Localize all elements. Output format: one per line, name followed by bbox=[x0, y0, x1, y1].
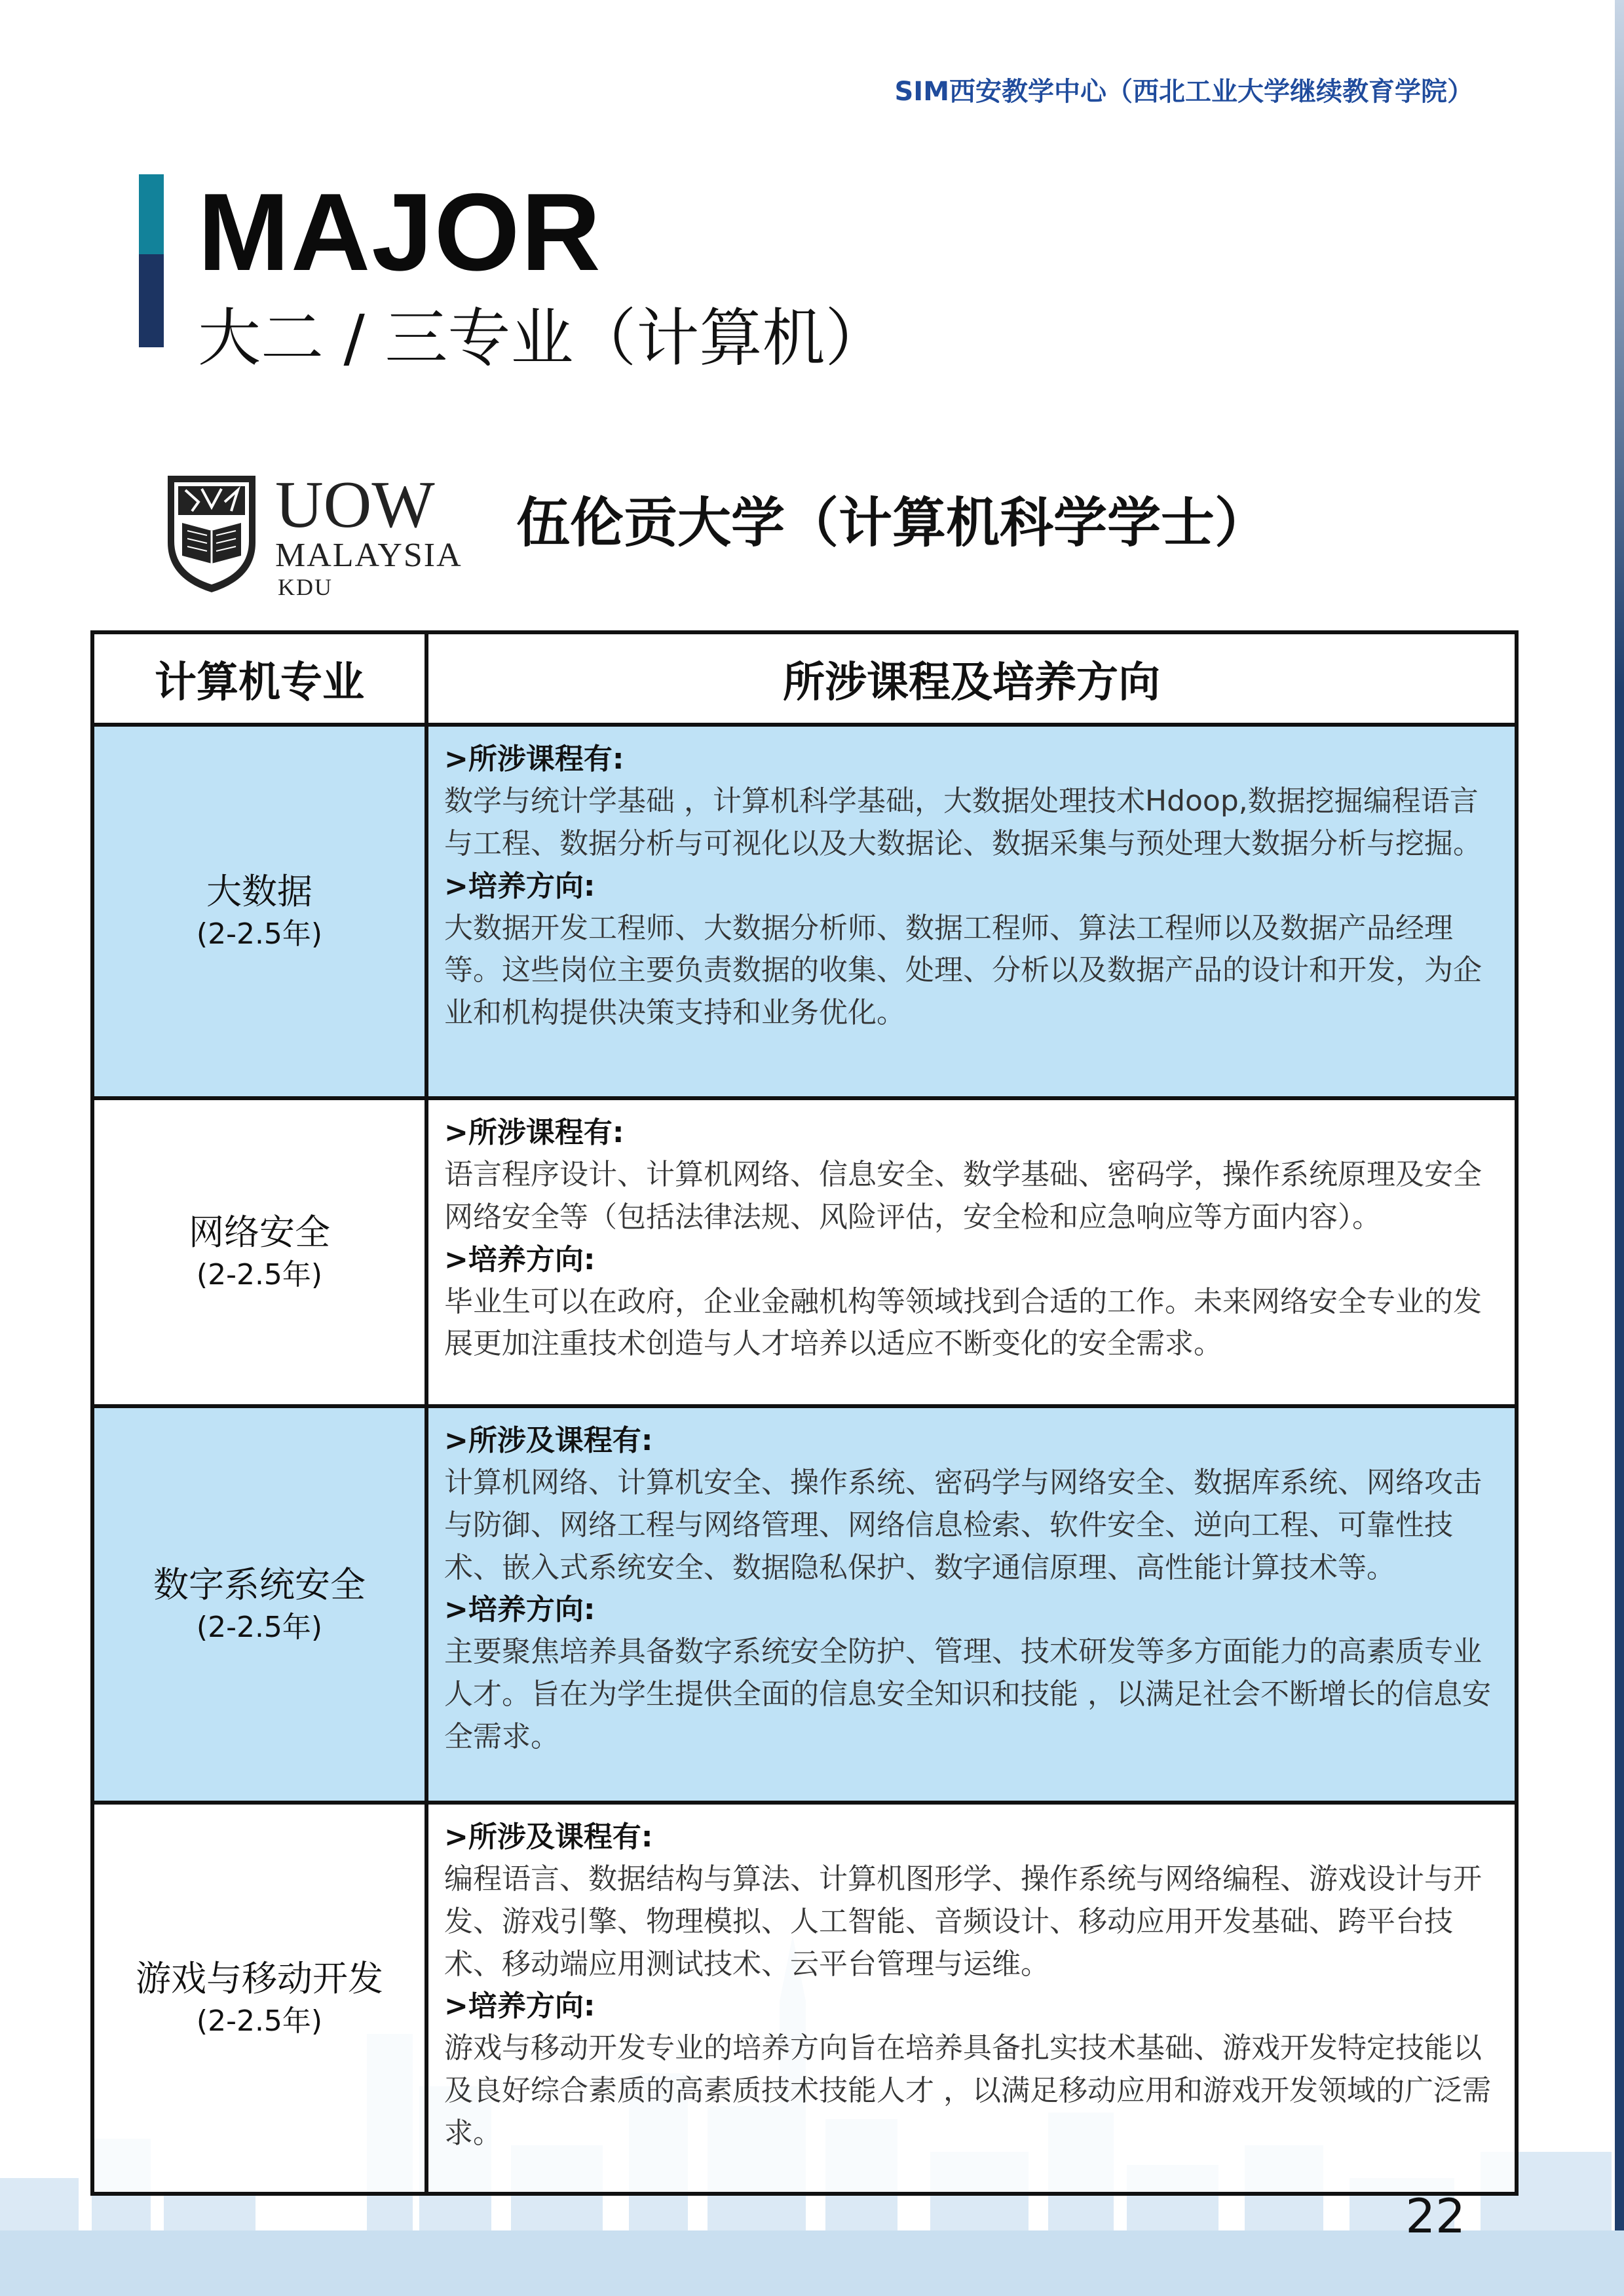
direction-label: >培养方向: bbox=[444, 1242, 595, 1276]
courses-cell bbox=[426, 1406, 1517, 1803]
table-row bbox=[92, 1803, 1517, 2194]
major-name: 数字系统安全 bbox=[153, 1563, 366, 1605]
courses-text: 计算机网络、计算机安全、操作系统、密码学与网络安全、数据库系统、网络攻击与防御、网络工程与网络管理、网络信息检索、软件安全、逆向工程、可靠性技术、嵌入式系统安全、数据隐私保护、数字通信原理、高性能计算技术等。 bbox=[444, 1466, 1482, 1584]
direction-label: >培养方向: bbox=[444, 1593, 595, 1627]
column-header-courses: 所涉课程及培养方向 bbox=[426, 632, 1517, 725]
courses-text: 数学与统计学基础 ，计算机科学基础，大数据处理技术Hdoop,数据挖掘编程语言与工程、数据分析与可视化以及大数据论、数据采集与预处理大数据分析与挖掘。 bbox=[444, 784, 1482, 860]
courses-label: >所涉及课程有: bbox=[444, 1424, 653, 1457]
courses-text: 编程语言、数据结构与算法、计算机图形学、操作系统与网络编程、游戏设计与开发、游戏引擎、物理模拟、人工智能、音频设计、移动应用开发基础、跨平台技术、移动端应用测试技术、云平台管理与运维。 bbox=[444, 1862, 1482, 1981]
section-subtitle: 大二 / 三专业（计算机） bbox=[198, 301, 888, 375]
courses-cell bbox=[426, 1098, 1517, 1406]
courses-cell bbox=[426, 725, 1517, 1098]
courses-cell bbox=[426, 1803, 1517, 2194]
header-center-name: SIM西安教学中心（西北工业大学继续教育学院） bbox=[894, 77, 1473, 107]
title-accent-bar-bottom bbox=[139, 254, 164, 347]
university-title: 伍伦贡大学（计算机科学学士） bbox=[516, 492, 1269, 554]
major-cell bbox=[92, 1406, 426, 1803]
major-duration: (2-2.5年) bbox=[196, 1258, 323, 1292]
majors-table bbox=[90, 630, 1519, 2196]
uow-malaysia-logo bbox=[162, 470, 485, 599]
university-crest-icon bbox=[162, 470, 261, 595]
section-title: MAJOR bbox=[198, 170, 602, 294]
logo-text-uow: UOW bbox=[275, 468, 435, 542]
major-cell bbox=[92, 725, 426, 1098]
major-cell bbox=[92, 1098, 426, 1406]
courses-label: >所涉课程有: bbox=[444, 1116, 624, 1149]
courses-label: >所涉课程有: bbox=[444, 742, 624, 776]
table-header-row bbox=[92, 632, 1517, 725]
page-number: 22 bbox=[1405, 2189, 1465, 2244]
major-cell bbox=[92, 1803, 426, 2194]
table-row bbox=[92, 725, 1517, 1098]
direction-text: 大数据开发工程师、大数据分析师、数据工程师、算法工程师以及数据产品经理等。这些岗位主要负责数据的收集、处理、分析以及数据产品的设计和开发，为企业和机构提供决策支持和业务优化。 bbox=[444, 911, 1482, 1030]
major-name: 游戏与移动开发 bbox=[136, 1957, 383, 1999]
column-header-major: 计算机专业 bbox=[92, 632, 426, 725]
courses-text: 语言程序设计、计算机网络、信息安全、数学基础、密码学，操作系统原理及安全网络安全等（包括法律法规、风险评估，安全检和应急响应等方面内容）。 bbox=[444, 1158, 1482, 1234]
table-row bbox=[92, 1406, 1517, 1803]
major-name: 网络安全 bbox=[189, 1212, 330, 1253]
logo-text-kdu: KDU bbox=[278, 574, 333, 600]
major-duration: (2-2.5年) bbox=[196, 1610, 323, 1644]
table-row bbox=[92, 1098, 1517, 1406]
courses-label: >所涉及课程有: bbox=[444, 1820, 653, 1854]
major-duration: (2-2.5年) bbox=[196, 917, 323, 951]
direction-text: 主要聚焦培养具备数字系统安全防护、管理、技术研发等多方面能力的高素质专业人才。旨在为学生提供全面的信息安全知识和技能 ，以满足社会不断增长的信息安全需求。 bbox=[444, 1635, 1491, 1753]
direction-text: 游戏与移动开发专业的培养方向旨在培养具备扎实技术基础、游戏开发特定技能以及良好综合素质的高素质技术技能人才 ，以满足移动应用和游戏开发领域的广泛需求。 bbox=[444, 2031, 1491, 2150]
logo-text-malaysia: MALAYSIA bbox=[275, 537, 463, 574]
major-duration: (2-2.5年) bbox=[196, 2004, 323, 2038]
direction-label: >培养方向: bbox=[444, 869, 595, 903]
direction-label: >培养方向: bbox=[444, 1989, 595, 2023]
major-name: 大数据 bbox=[206, 871, 312, 912]
title-accent-bar-top bbox=[139, 174, 164, 254]
direction-text: 毕业生可以在政府，企业金融机构等领域找到合适的工作。未来网络安全专业的发展更加注重技术创造与人才培养以适应不断变化的安全需求。 bbox=[444, 1284, 1482, 1361]
